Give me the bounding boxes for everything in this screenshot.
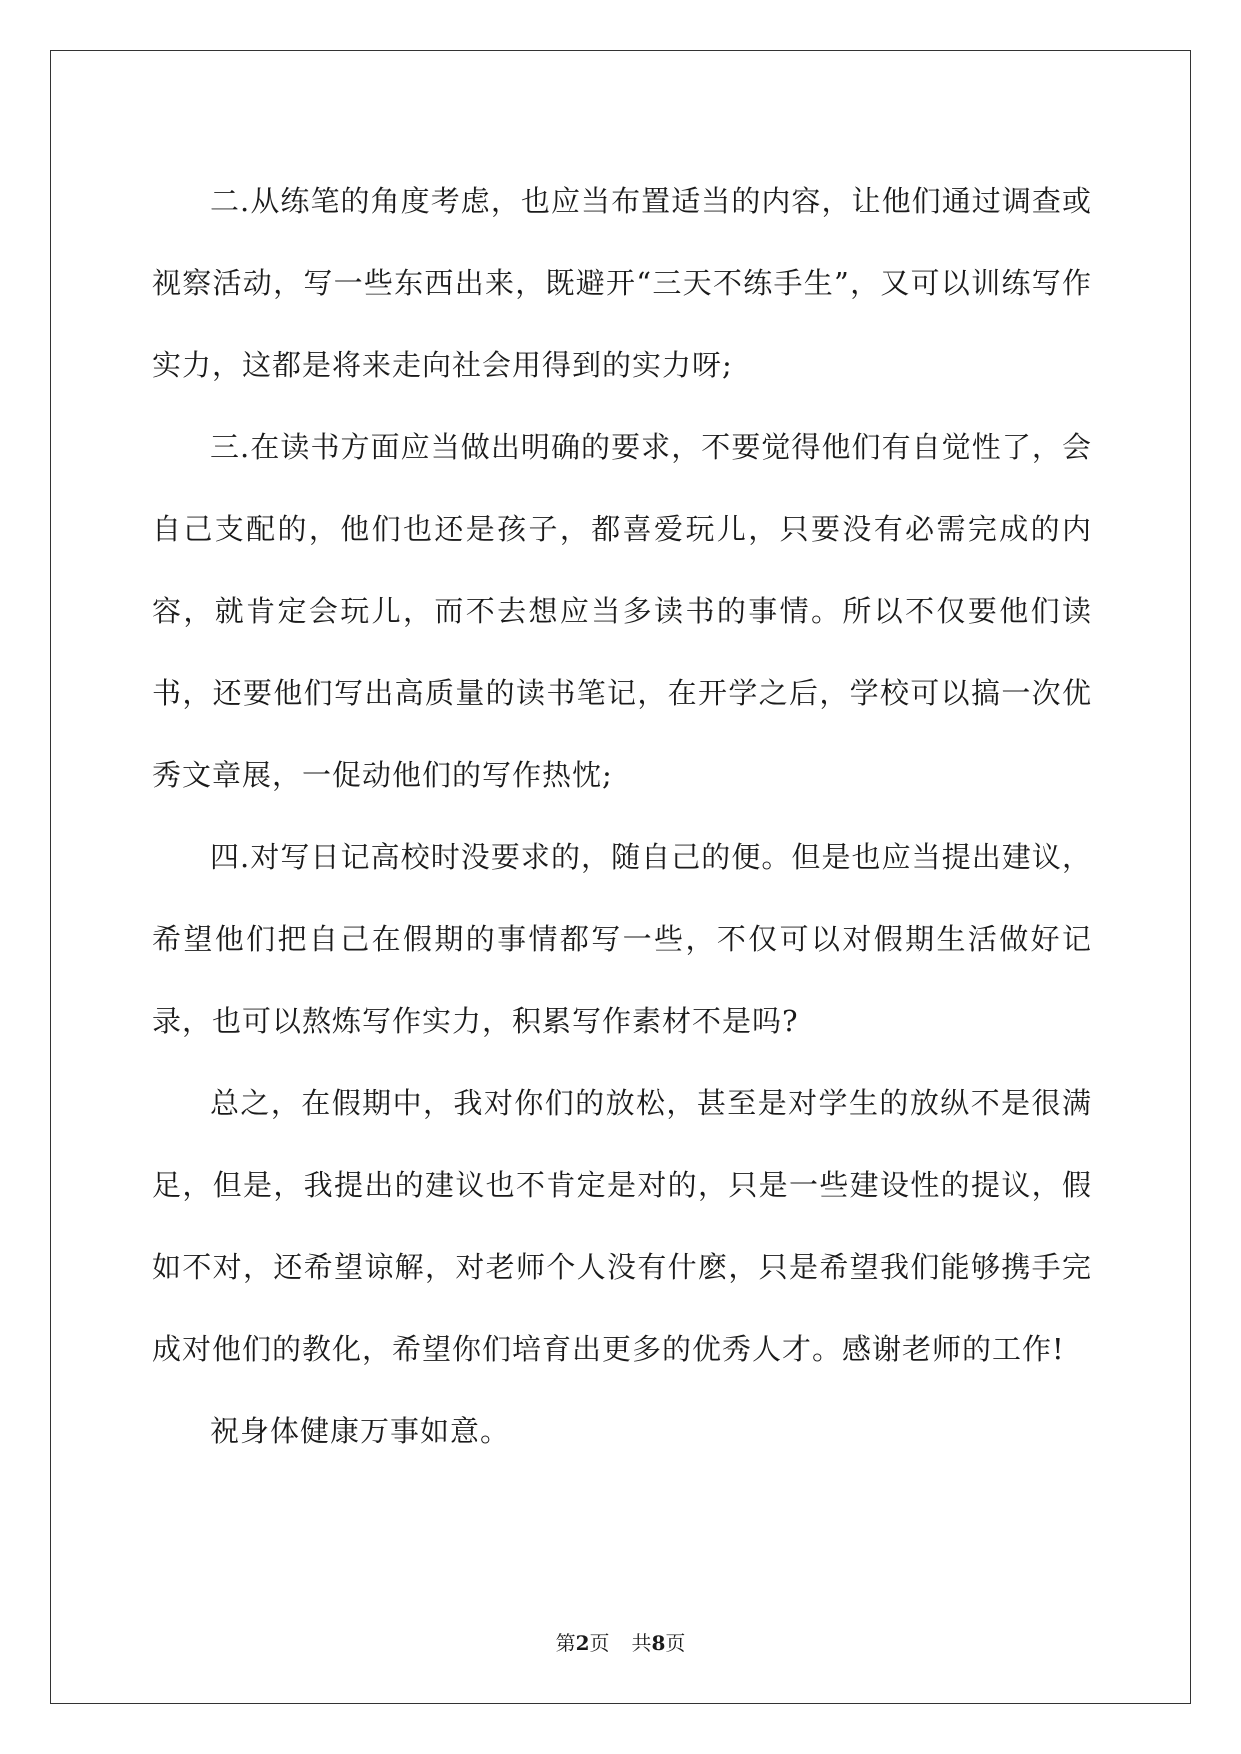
total-pages-number: 8 [651, 1631, 666, 1655]
document-body [152, 160, 1092, 1472]
page-footer [0, 1628, 1241, 1658]
total-pages-indicator: 共8页 [632, 1628, 686, 1658]
paragraph-4: 四.对写日记高校时没要求的，随自己的便。但是也应当提出建议，希望他们把自己在假期的事情都写一些，不仅可以对假期生活做好记录，也可以熬炼写作实力，积累写作素材不是吗? [152, 840, 1092, 1038]
paragraph-2: 二.从练笔的角度考虑，也应当布置适当的内容，让他们通过调查或视察活动，写一些东西出来，既避开“三天不练手生”，又可以训练写作实力，这都是将来走向社会用得到的实力呀; [152, 184, 1092, 382]
paragraph-conclusion: 总之，在假期中，我对你们的放松，甚至是对学生的放纵不是很满足，但是，我提出的建议也不肯定是对的，只是一些建设性的提议，假如不对，还希望谅解，对老师个人没有什麽，只是希望我们能够携手完成对他们的教化，希望你们培育出更多的优秀人才。感谢老师的工作! [152, 1086, 1092, 1366]
page-number: 2 [575, 1631, 590, 1655]
page-indicator: 第2页 [556, 1628, 610, 1658]
paragraph-closing-wish: 祝身体健康万事如意。 [210, 1414, 511, 1448]
paragraph-3: 三.在读书方面应当做出明确的要求，不要觉得他们有自觉性了，会自己支配的，他们也还是孩子，都喜爱玩儿，只要没有必需完成的内容，就肯定会玩儿，而不去想应当多读书的事情。所以不仅要他们读书，还要他们写出高质量的读书笔记，在开学之后，学校可以搞一次优秀文章展，一促动他们的写作热忱; [152, 430, 1092, 792]
